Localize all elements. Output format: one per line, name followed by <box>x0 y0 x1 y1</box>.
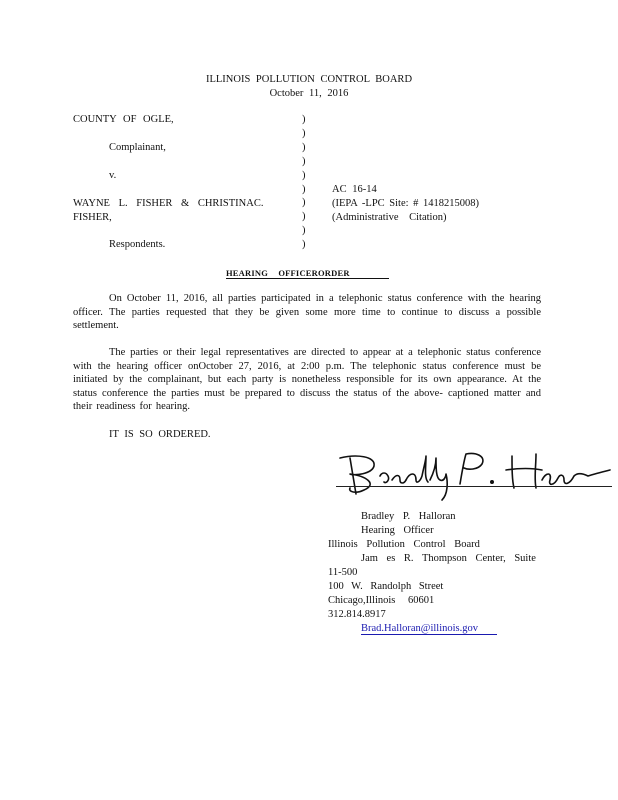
phone-number: 312.814.8917 <box>328 609 386 620</box>
signer-name: Bradley P. Halloran <box>361 511 456 522</box>
order-heading-underline <box>226 278 389 279</box>
so-ordered: IT IS SO ORDERED. <box>109 429 211 440</box>
paragraph-1-text: On October 11, 2016, all parties participated in a telephonic status conference with the hearing officer. The parties requested that they be given some more time to continue to discuss a possible settlement. <box>73 293 541 332</box>
signer-title: Hearing Officer <box>361 525 434 536</box>
respondent-name-line2: FISHER, <box>73 212 112 223</box>
order-date: October 11, 2016 <box>269 88 349 99</box>
versus-label: v. <box>109 170 117 181</box>
case-number: AC 16-14 <box>332 184 377 195</box>
complainant-role: Complainant, <box>109 142 166 153</box>
signature-line <box>336 486 612 487</box>
paragraph-2 <box>73 346 541 414</box>
respondent-name-line1: WAYNE L. FISHER & CHRISTINAC. <box>73 198 264 209</box>
respondent-role: Respondents. <box>109 239 166 250</box>
city-state-zip: Chicago,Illinois 60601 <box>328 595 435 606</box>
complainant-name: COUNTY OF OGLE, <box>73 114 174 125</box>
paragraph-1 <box>73 292 541 333</box>
paragraph-2-text: The parties or their legal representatives are directed to appear at a telephonic status conference with the hearing officer onOctober 27, 2016, at 2:00 p.m. The telephonic status conference must be initiated by the complainant, but each party is nonetheless responsible for its own appearance. At the status conference the parties must be prepared to discuss the status of the above- captioned matter and their readiness for hearing. <box>73 347 541 413</box>
email-link-text[interactable]: Brad.Halloran@illinois.gov <box>361 623 478 634</box>
address-line-1: Jam es R. Thompson Center, Suite <box>361 553 536 564</box>
handwritten-signature <box>336 446 612 506</box>
email-underline <box>361 634 497 635</box>
street-address: 100 W. Randolph Street <box>328 581 444 592</box>
case-type: (Administrative Citation) <box>332 212 447 223</box>
board-title: ILLINOIS POLLUTION CONTROL BOARD <box>205 74 413 85</box>
address-line-2: 11-500 <box>328 567 358 578</box>
signer-organization: Illinois Pollution Control Board <box>328 539 480 550</box>
order-heading: HEARING OFFICERORDER <box>226 268 350 278</box>
caption-parentheses: ) ) ) ) ) ) ) ) ) ) <box>302 114 306 251</box>
site-number: (IEPA -LPC Site: # 1418215008) <box>332 198 480 209</box>
